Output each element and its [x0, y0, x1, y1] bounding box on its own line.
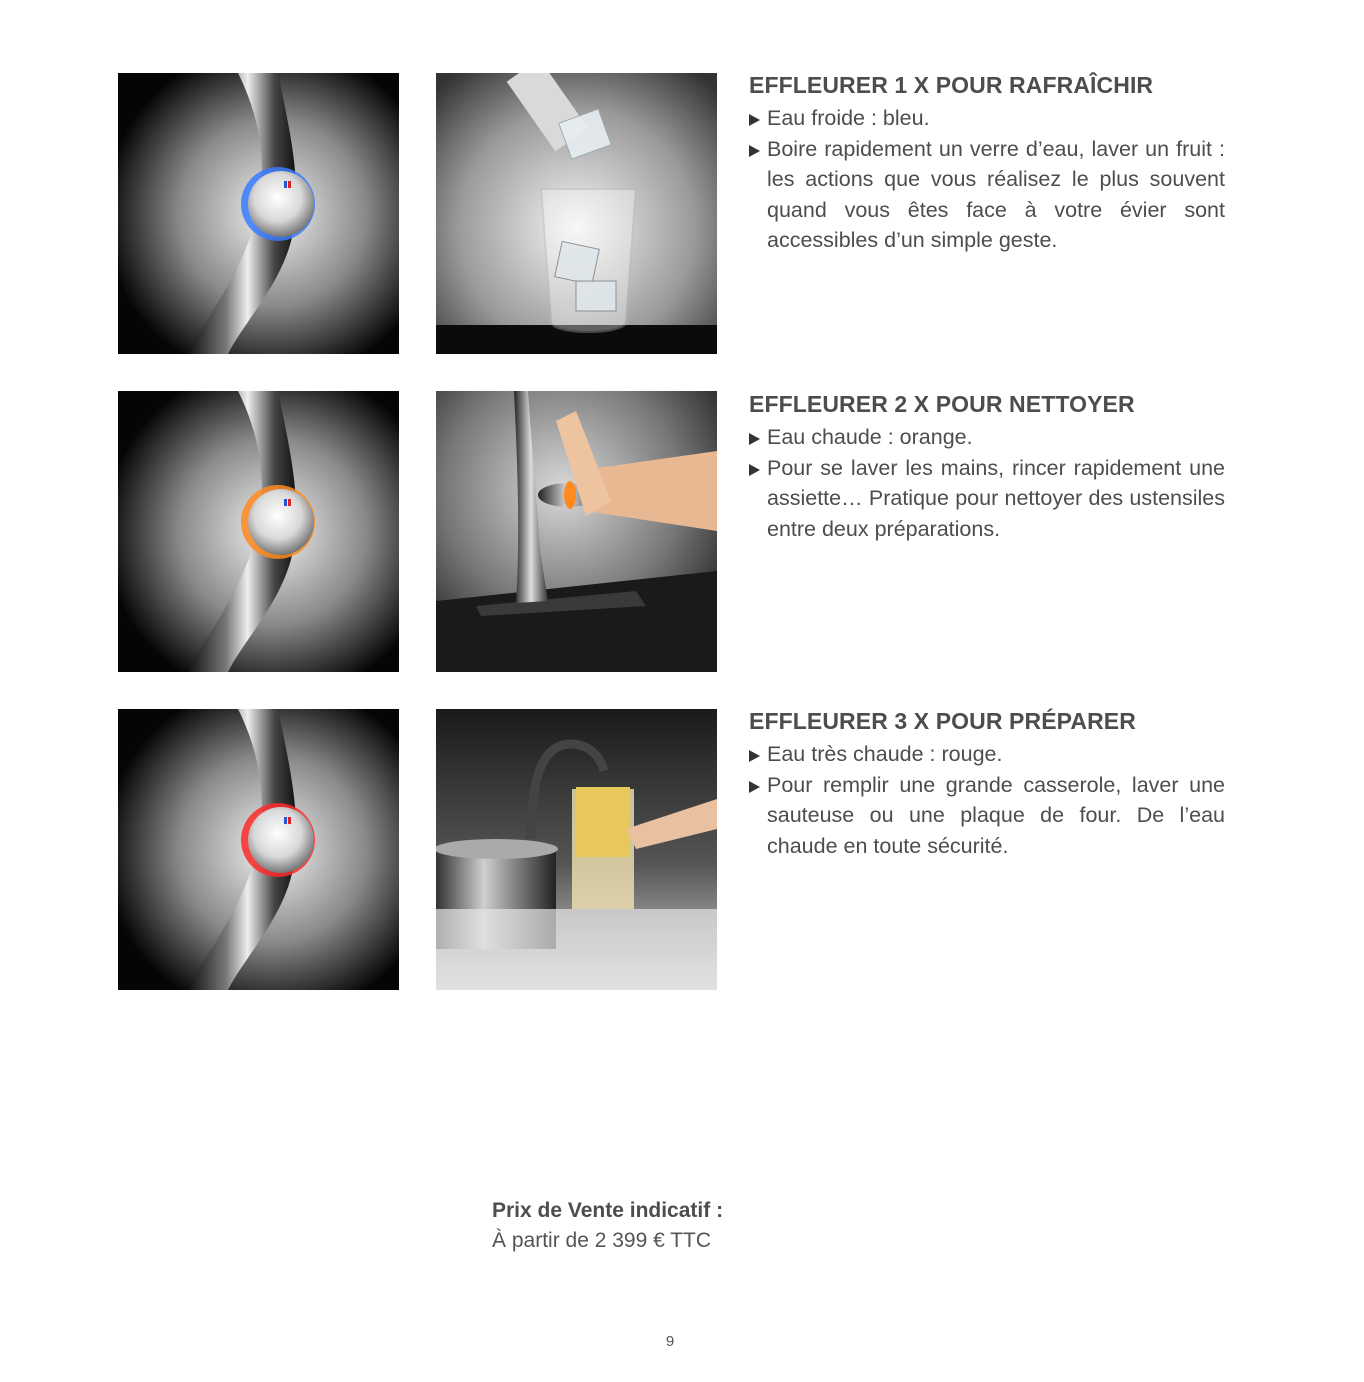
- price-value: À partir de 2 399 € TTC: [492, 1229, 712, 1252]
- faucet-red-ring-photo: [118, 709, 399, 990]
- price-block: [492, 1196, 723, 1256]
- bullet-triangle-icon: [749, 781, 760, 793]
- bullet-triangle-icon: [749, 750, 760, 762]
- bullet-item: Eau froide : bleu.: [749, 103, 1225, 134]
- bullet-triangle-icon: [749, 433, 760, 445]
- bullet-item: Eau très chaude : rouge.: [749, 739, 1225, 770]
- section-refresh: [749, 72, 1225, 256]
- page-number: 9: [665, 1333, 675, 1350]
- bullet-triangle-icon: [749, 114, 760, 126]
- hand-faucet-photo: [436, 391, 717, 672]
- bullet-triangle-icon: [749, 464, 760, 476]
- section-prepare: [749, 708, 1225, 861]
- bullet-item: Pour se laver les mains, rincer rapidement une assiette… Pratique pour nettoyer des ustensiles entre deux préparations.: [749, 453, 1225, 545]
- pot-pasta-photo: [436, 709, 717, 990]
- bullet-item: Pour remplir une grande casserole, laver une sauteuse ou une plaque de four. De l’eau chaude en toute sécurité.: [749, 770, 1225, 862]
- ice-glass-photo: [436, 73, 717, 354]
- bullet-triangle-icon: [749, 145, 760, 157]
- section-clean: [749, 391, 1225, 544]
- section-title: EFFLEURER 1 X POUR RAFRAÎCHIR: [749, 72, 1154, 98]
- price-label: Prix de Vente indicatif :: [492, 1199, 724, 1222]
- section-title: EFFLEURER 2 X POUR NETTOYER: [749, 391, 1135, 417]
- bullet-item: Boire rapidement un verre d’eau, laver un fruit : les actions que vous réalisez le plus souvent quand vous êtes face à votre évier sont accessibles d’un simple geste.: [749, 134, 1225, 256]
- section-title: EFFLEURER 3 X POUR PRÉPARER: [749, 708, 1136, 734]
- faucet-orange-ring-photo: [118, 391, 399, 672]
- faucet-blue-ring-photo: [118, 73, 399, 354]
- bullet-item: Eau chaude : orange.: [749, 422, 1225, 453]
